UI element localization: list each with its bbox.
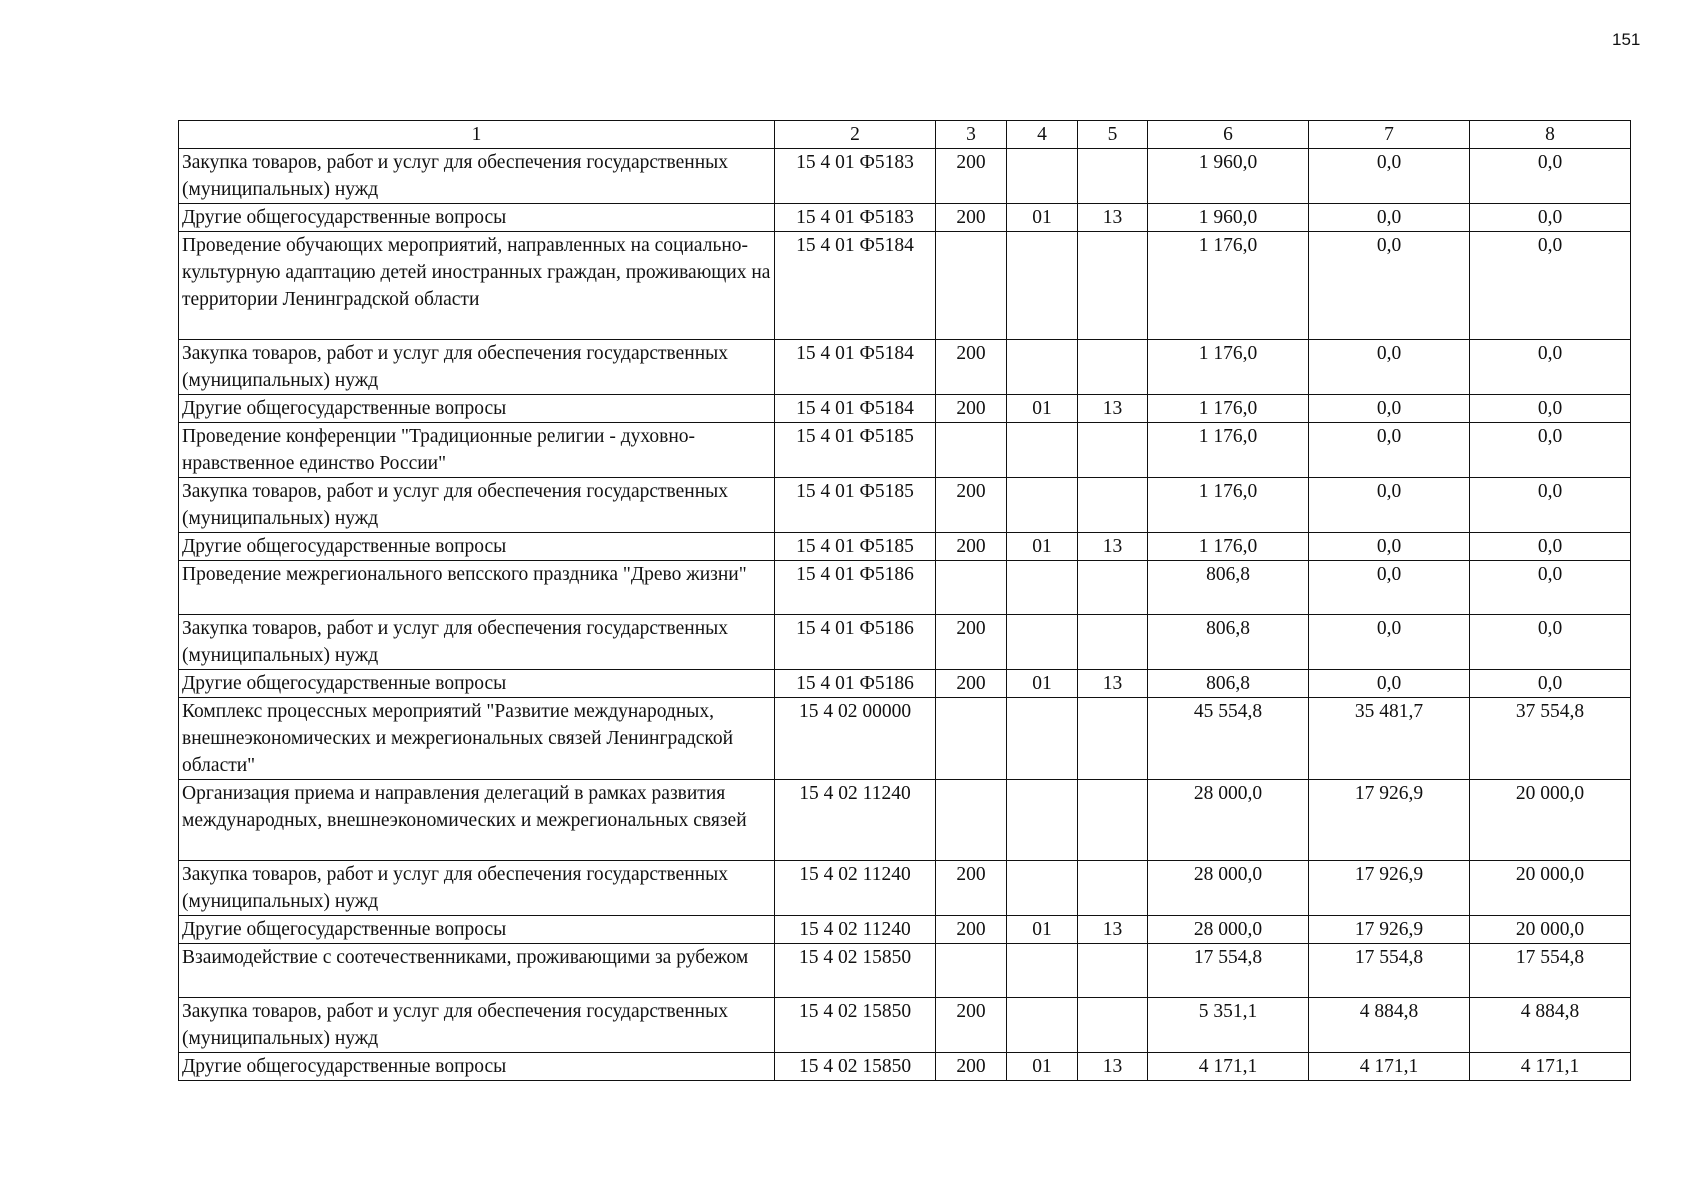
row-col8-value: 0,0	[1470, 395, 1631, 423]
row-code-cell: 15 4 01 Ф5186	[775, 561, 936, 615]
row-name-cell: Другие общегосударственные вопросы	[179, 204, 775, 232]
row-col3-cell: 200	[936, 998, 1007, 1053]
table-row	[179, 670, 1631, 698]
row-col4-cell: 01	[1007, 395, 1078, 423]
row-code-cell: 15 4 01 Ф5184	[775, 340, 936, 395]
row-name-cell: Другие общегосударственные вопросы	[179, 1053, 775, 1081]
row-col7-value: 17 926,9	[1309, 861, 1470, 916]
row-code-cell: 15 4 02 00000	[775, 698, 936, 780]
header-col-5: 5	[1078, 121, 1148, 149]
row-col8-value: 37 554,8	[1470, 698, 1631, 780]
row-col8-value: 0,0	[1470, 204, 1631, 232]
row-col3-cell: 200	[936, 615, 1007, 670]
header-col-2: 2	[775, 121, 936, 149]
row-col6-value: 1 176,0	[1148, 423, 1309, 478]
table-body	[179, 149, 1631, 1081]
row-name-cell: Закупка товаров, работ и услуг для обеспечения государственных (муниципальных) нужд	[179, 340, 775, 395]
row-code-cell: 15 4 02 15850	[775, 998, 936, 1053]
row-col4-cell	[1007, 340, 1078, 395]
row-name-cell: Закупка товаров, работ и услуг для обеспечения государственных (муниципальных) нужд	[179, 149, 775, 204]
table-row	[179, 533, 1631, 561]
row-code-cell: 15 4 01 Ф5186	[775, 615, 936, 670]
row-col6-value: 1 960,0	[1148, 149, 1309, 204]
row-col8-value: 0,0	[1470, 561, 1631, 615]
row-code-cell: 15 4 01 Ф5185	[775, 423, 936, 478]
row-col7-value: 17 926,9	[1309, 916, 1470, 944]
row-col8-value: 0,0	[1470, 533, 1631, 561]
row-col8-value: 0,0	[1470, 670, 1631, 698]
row-col4-cell	[1007, 149, 1078, 204]
row-col6-value: 806,8	[1148, 670, 1309, 698]
table-row	[179, 944, 1631, 998]
row-col8-value: 0,0	[1470, 478, 1631, 533]
row-col5-cell	[1078, 232, 1148, 340]
row-col3-cell: 200	[936, 1053, 1007, 1081]
row-name-cell: Проведение обучающих мероприятий, направленных на социально-культурную адаптацию детей иностранных граждан, проживающих на территории Ленинградской области	[179, 232, 775, 340]
table-row	[179, 861, 1631, 916]
row-col8-value: 0,0	[1470, 340, 1631, 395]
row-col4-cell	[1007, 698, 1078, 780]
row-col6-value: 5 351,1	[1148, 998, 1309, 1053]
row-col5-cell	[1078, 478, 1148, 533]
row-col5-cell	[1078, 149, 1148, 204]
row-code-cell: 15 4 01 Ф5183	[775, 149, 936, 204]
row-col5-cell	[1078, 861, 1148, 916]
row-name-cell: Другие общегосударственные вопросы	[179, 916, 775, 944]
row-name-cell: Проведение межрегионального вепсского праздника "Древо жизни"	[179, 561, 775, 615]
row-col6-value: 1 176,0	[1148, 478, 1309, 533]
header-col-1: 1	[179, 121, 775, 149]
header-col-6: 6	[1148, 121, 1309, 149]
row-name-cell: Другие общегосударственные вопросы	[179, 533, 775, 561]
row-col8-value: 0,0	[1470, 615, 1631, 670]
row-col3-cell: 200	[936, 861, 1007, 916]
row-col8-value: 17 554,8	[1470, 944, 1631, 998]
header-col-3: 3	[936, 121, 1007, 149]
row-col8-value: 4 171,1	[1470, 1053, 1631, 1081]
row-col6-value: 1 176,0	[1148, 395, 1309, 423]
row-name-cell: Закупка товаров, работ и услуг для обеспечения государственных (муниципальных) нужд	[179, 615, 775, 670]
row-col4-cell	[1007, 478, 1078, 533]
row-col8-value: 0,0	[1470, 232, 1631, 340]
row-col4-cell	[1007, 780, 1078, 861]
row-col5-cell: 13	[1078, 670, 1148, 698]
row-col7-value: 0,0	[1309, 533, 1470, 561]
table-row	[179, 478, 1631, 533]
row-col6-value: 1 176,0	[1148, 340, 1309, 395]
row-col5-cell	[1078, 423, 1148, 478]
row-col5-cell	[1078, 615, 1148, 670]
page-number: 151	[1612, 30, 1641, 49]
row-code-cell: 15 4 01 Ф5186	[775, 670, 936, 698]
table-row	[179, 149, 1631, 204]
table-row	[179, 1053, 1631, 1081]
row-col5-cell: 13	[1078, 533, 1148, 561]
row-col3-cell: 200	[936, 533, 1007, 561]
row-code-cell: 15 4 02 11240	[775, 916, 936, 944]
row-col7-value: 4 171,1	[1309, 1053, 1470, 1081]
row-col7-value: 0,0	[1309, 204, 1470, 232]
row-col8-value: 0,0	[1470, 423, 1631, 478]
table-row	[179, 698, 1631, 780]
row-col4-cell	[1007, 998, 1078, 1053]
row-col3-cell: 200	[936, 916, 1007, 944]
row-col8-value: 4 884,8	[1470, 998, 1631, 1053]
row-name-cell: Взаимодействие с соотечественниками, проживающими за рубежом	[179, 944, 775, 998]
row-col3-cell	[936, 780, 1007, 861]
row-col3-cell: 200	[936, 478, 1007, 533]
row-col5-cell: 13	[1078, 395, 1148, 423]
row-col4-cell	[1007, 232, 1078, 340]
header-col-4: 4	[1007, 121, 1078, 149]
row-col4-cell: 01	[1007, 204, 1078, 232]
row-col8-value: 0,0	[1470, 149, 1631, 204]
row-name-cell: Закупка товаров, работ и услуг для обеспечения государственных (муниципальных) нужд	[179, 861, 775, 916]
row-col7-value: 17 554,8	[1309, 944, 1470, 998]
row-col5-cell	[1078, 561, 1148, 615]
row-col7-value: 35 481,7	[1309, 698, 1470, 780]
row-col7-value: 0,0	[1309, 615, 1470, 670]
row-name-cell: Другие общегосударственные вопросы	[179, 395, 775, 423]
row-col6-value: 1 176,0	[1148, 533, 1309, 561]
row-col7-value: 0,0	[1309, 423, 1470, 478]
row-name-cell: Закупка товаров, работ и услуг для обеспечения государственных (муниципальных) нужд	[179, 998, 775, 1053]
row-col5-cell: 13	[1078, 916, 1148, 944]
header-row	[179, 121, 1631, 149]
row-col4-cell	[1007, 861, 1078, 916]
row-col7-value: 17 926,9	[1309, 780, 1470, 861]
header-col-8: 8	[1470, 121, 1631, 149]
row-name-cell: Другие общегосударственные вопросы	[179, 670, 775, 698]
row-code-cell: 15 4 01 Ф5184	[775, 232, 936, 340]
table-row	[179, 780, 1631, 861]
row-name-cell: Комплекс процессных мероприятий "Развитие международных, внешнеэкономических и межрегиональных связей Ленинградской области"	[179, 698, 775, 780]
row-col7-value: 0,0	[1309, 670, 1470, 698]
row-col5-cell	[1078, 998, 1148, 1053]
row-col3-cell: 200	[936, 340, 1007, 395]
row-col4-cell	[1007, 561, 1078, 615]
row-col3-cell	[936, 698, 1007, 780]
row-col3-cell: 200	[936, 149, 1007, 204]
header-col-7: 7	[1309, 121, 1470, 149]
row-name-cell: Организация приема и направления делегаций в рамках развития международных, внешнеэкономических и межрегиональных связей	[179, 780, 775, 861]
row-col7-value: 0,0	[1309, 395, 1470, 423]
row-col5-cell	[1078, 780, 1148, 861]
row-col3-cell	[936, 944, 1007, 998]
table-row	[179, 395, 1631, 423]
row-col5-cell: 13	[1078, 1053, 1148, 1081]
row-col6-value: 1 960,0	[1148, 204, 1309, 232]
row-col5-cell	[1078, 698, 1148, 780]
row-code-cell: 15 4 02 11240	[775, 780, 936, 861]
row-code-cell: 15 4 02 15850	[775, 1053, 936, 1081]
row-col7-value: 0,0	[1309, 340, 1470, 395]
table-row	[179, 423, 1631, 478]
row-col7-value: 0,0	[1309, 232, 1470, 340]
row-col6-value: 4 171,1	[1148, 1053, 1309, 1081]
row-col3-cell	[936, 423, 1007, 478]
row-code-cell: 15 4 01 Ф5184	[775, 395, 936, 423]
row-col4-cell: 01	[1007, 670, 1078, 698]
row-col5-cell	[1078, 340, 1148, 395]
table-row	[179, 204, 1631, 232]
row-col6-value: 1 176,0	[1148, 232, 1309, 340]
row-col4-cell: 01	[1007, 916, 1078, 944]
row-col8-value: 20 000,0	[1470, 780, 1631, 861]
row-code-cell: 15 4 01 Ф5183	[775, 204, 936, 232]
row-col4-cell	[1007, 944, 1078, 998]
row-col4-cell: 01	[1007, 1053, 1078, 1081]
row-col8-value: 20 000,0	[1470, 916, 1631, 944]
row-col6-value: 28 000,0	[1148, 916, 1309, 944]
row-col8-value: 20 000,0	[1470, 861, 1631, 916]
row-col3-cell: 200	[936, 204, 1007, 232]
row-col3-cell: 200	[936, 670, 1007, 698]
row-col6-value: 806,8	[1148, 615, 1309, 670]
row-col5-cell	[1078, 944, 1148, 998]
table-row	[179, 916, 1631, 944]
row-col6-value: 45 554,8	[1148, 698, 1309, 780]
row-code-cell: 15 4 01 Ф5185	[775, 478, 936, 533]
row-col7-value: 0,0	[1309, 561, 1470, 615]
row-name-cell: Закупка товаров, работ и услуг для обеспечения государственных (муниципальных) нужд	[179, 478, 775, 533]
row-col3-cell	[936, 232, 1007, 340]
budget-table	[178, 120, 1631, 1081]
row-col3-cell	[936, 561, 1007, 615]
row-col7-value: 0,0	[1309, 149, 1470, 204]
row-col6-value: 17 554,8	[1148, 944, 1309, 998]
row-col4-cell	[1007, 423, 1078, 478]
row-code-cell: 15 4 02 15850	[775, 944, 936, 998]
row-col7-value: 0,0	[1309, 478, 1470, 533]
row-col4-cell	[1007, 615, 1078, 670]
row-col7-value: 4 884,8	[1309, 998, 1470, 1053]
table-row	[179, 340, 1631, 395]
table-row	[179, 615, 1631, 670]
row-col6-value: 28 000,0	[1148, 861, 1309, 916]
table-row	[179, 232, 1631, 340]
row-col3-cell: 200	[936, 395, 1007, 423]
row-col6-value: 806,8	[1148, 561, 1309, 615]
row-col4-cell: 01	[1007, 533, 1078, 561]
table-row	[179, 561, 1631, 615]
row-col5-cell: 13	[1078, 204, 1148, 232]
row-col6-value: 28 000,0	[1148, 780, 1309, 861]
row-code-cell: 15 4 01 Ф5185	[775, 533, 936, 561]
row-code-cell: 15 4 02 11240	[775, 861, 936, 916]
table-row	[179, 998, 1631, 1053]
row-name-cell: Проведение конференции "Традиционные религии - духовно-нравственное единство России"	[179, 423, 775, 478]
